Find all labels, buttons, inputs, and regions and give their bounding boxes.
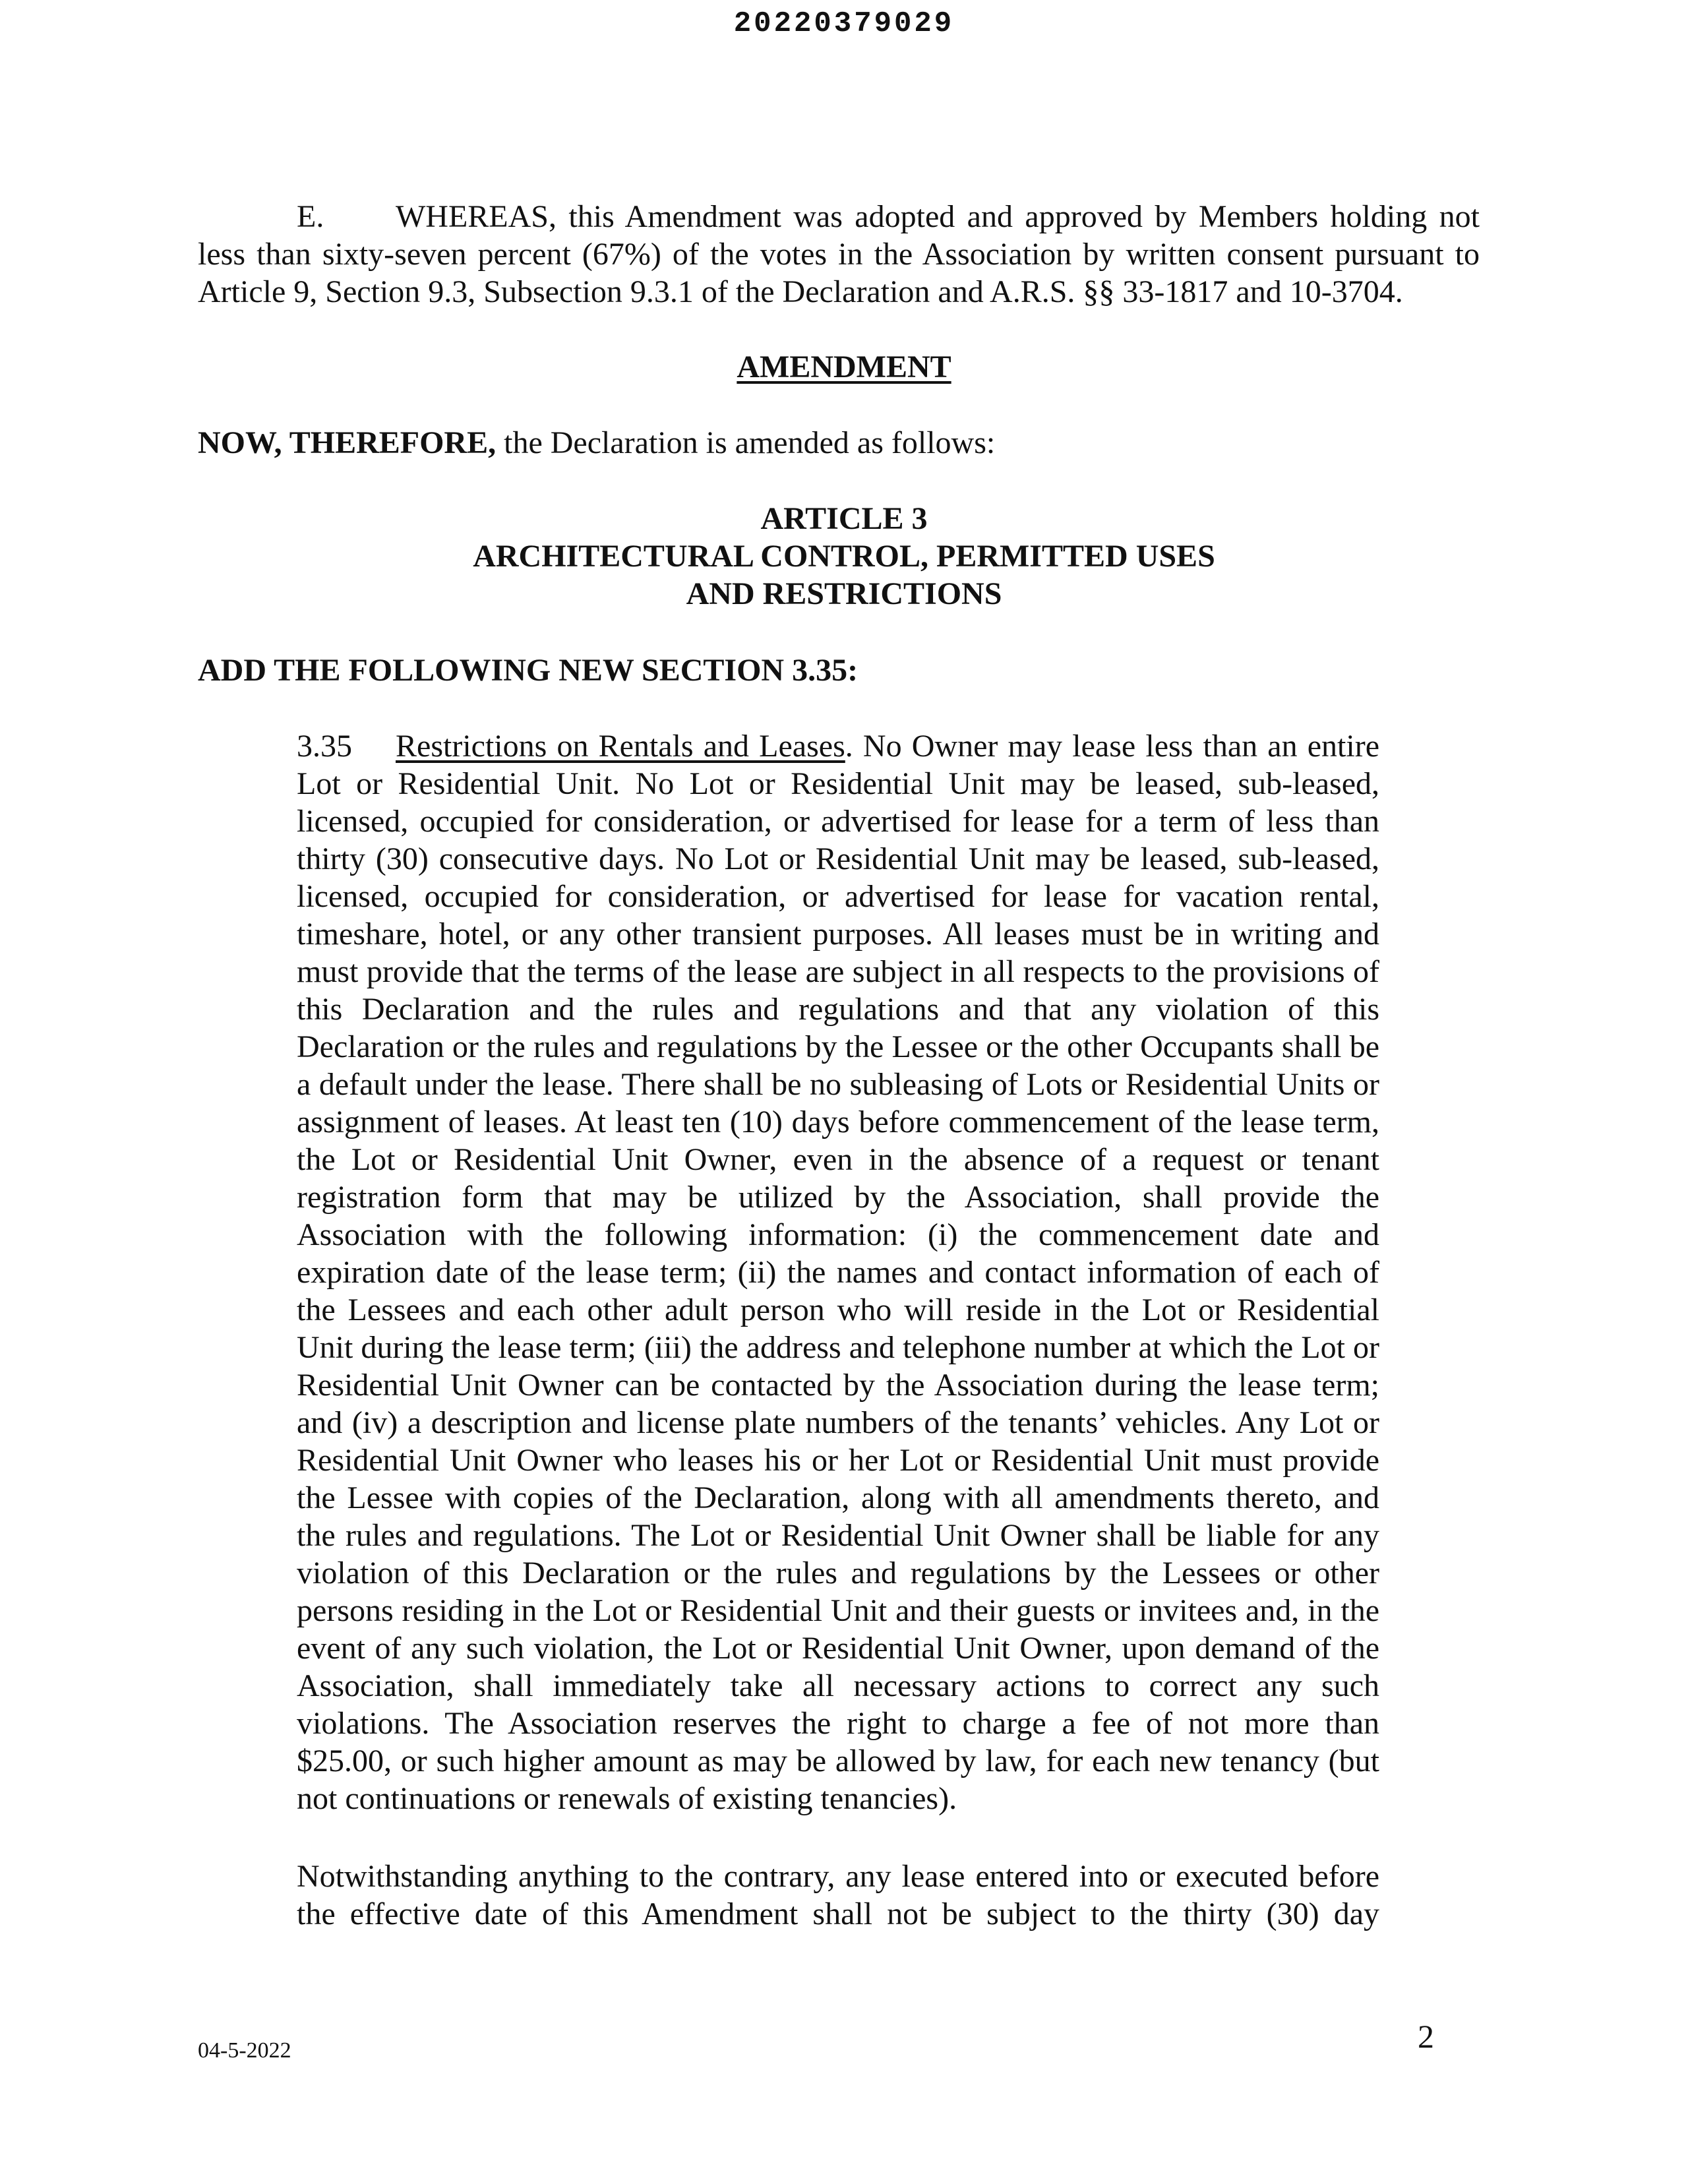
add-section-heading: ADD THE FOLLOWING NEW SECTION 3.35: [198, 653, 859, 688]
article-heading [0, 500, 1688, 613]
article-title-line-1: ARCHITECTURAL CONTROL, PERMITTED USES [473, 539, 1215, 574]
section-3-35 [297, 727, 1379, 1817]
footer-date: 04-5-2022 [198, 2038, 291, 2063]
section-title: Restrictions on Rentals and Leases [396, 729, 845, 764]
recording-number: 20220379029 [733, 7, 955, 40]
article-title-line-2: AND RESTRICTIONS [686, 576, 1002, 611]
amendment-heading: AMENDMENT [737, 349, 951, 384]
recital-e-label: E. [297, 199, 324, 234]
now-therefore-rest: the Declaration is amended as follows: [496, 425, 996, 460]
recital-e-text: WHEREAS, this Amendment was adopted and approved by Members holding not less than sixty-seven percent (67%) of the votes in the Association by written consent pursuant to Article 9, Section 9.3, Subsection 9.3.1 of the Declaration and A.R.S. §§ 33-1817 and 10-3704. [198, 199, 1480, 309]
recital-e [198, 198, 1480, 311]
article-number: ARTICLE 3 [760, 501, 928, 536]
section-body: . No Owner may lease less than an entire Lot or Residential Unit. No Lot or Residential Unit may be leased, sub-leased, licensed, occupied for consideration, or advertised for lease for a term of less than thirty (30) consecutive days. No Lot or Residential Unit may be leased, sub-leased, licensed, occupied for consideration, or advertised for lease for vacation rental, timeshare, hotel, or any other transient purposes. All leases must be in writing and must provide that the terms of the lease are subject in all respects to the provisions of this Declaration and the rules and regulations and that any violation of this Declaration or the rules and regulations by the Lessee or the other Occupants shall be a default under the lease. There shall be no subleasing of Lots or Residential Units or assignment of leases. At least ten (10) days before commencement of the lease term, the Lot or Residential Unit Owner, even in the absence of a request or tenant registration form that may be utilized by the Association, shall provide the Association with the following information: (i) the commencement date and expiration date of the lease term; (ii) the names and contact information of each of the Lessees and each other adult person who will reside in the Lot or Residential Unit during the lease term; (iii) the address and telephone number at which the Lot or Residential Unit Owner can be contacted by the Association during the lease term; and (iv) a description and license plate numbers of the tenants’ vehicles. Any Lot or Residential Unit Owner who leases his or her Lot or Residential Unit must provide the Lessee with copies of the Declaration, along with all amendments thereto, and the rules and regulations. The Lot or Residential Unit Owner shall be liable for any violation of this Declaration or the rules and regulations by the Lessees or other persons residing in the Lot or Residential Unit and their guests or invitees and, in the event of any such violation, the Lot or Residential Unit Owner, upon demand of the Association, shall immediately take all necessary actions to correct any such violations. The Association reserves the right to charge a fee of not more than $25.00, or such higher amount as may be allowed by law, for each new tenancy (but not continuations or renewals of existing tenancies). [297, 729, 1380, 1816]
notwithstanding-paragraph: Notwithstanding anything to the contrary, any lease entered into or executed before the effective date of this Amendment shall not be subject to the thirty (30) day [297, 1859, 1379, 1931]
now-therefore-lead: NOW, THEREFORE, [198, 425, 497, 460]
section-number: 3.35 [297, 729, 352, 764]
now-therefore [198, 424, 1480, 462]
page-number: 2 [1418, 2018, 1434, 2055]
